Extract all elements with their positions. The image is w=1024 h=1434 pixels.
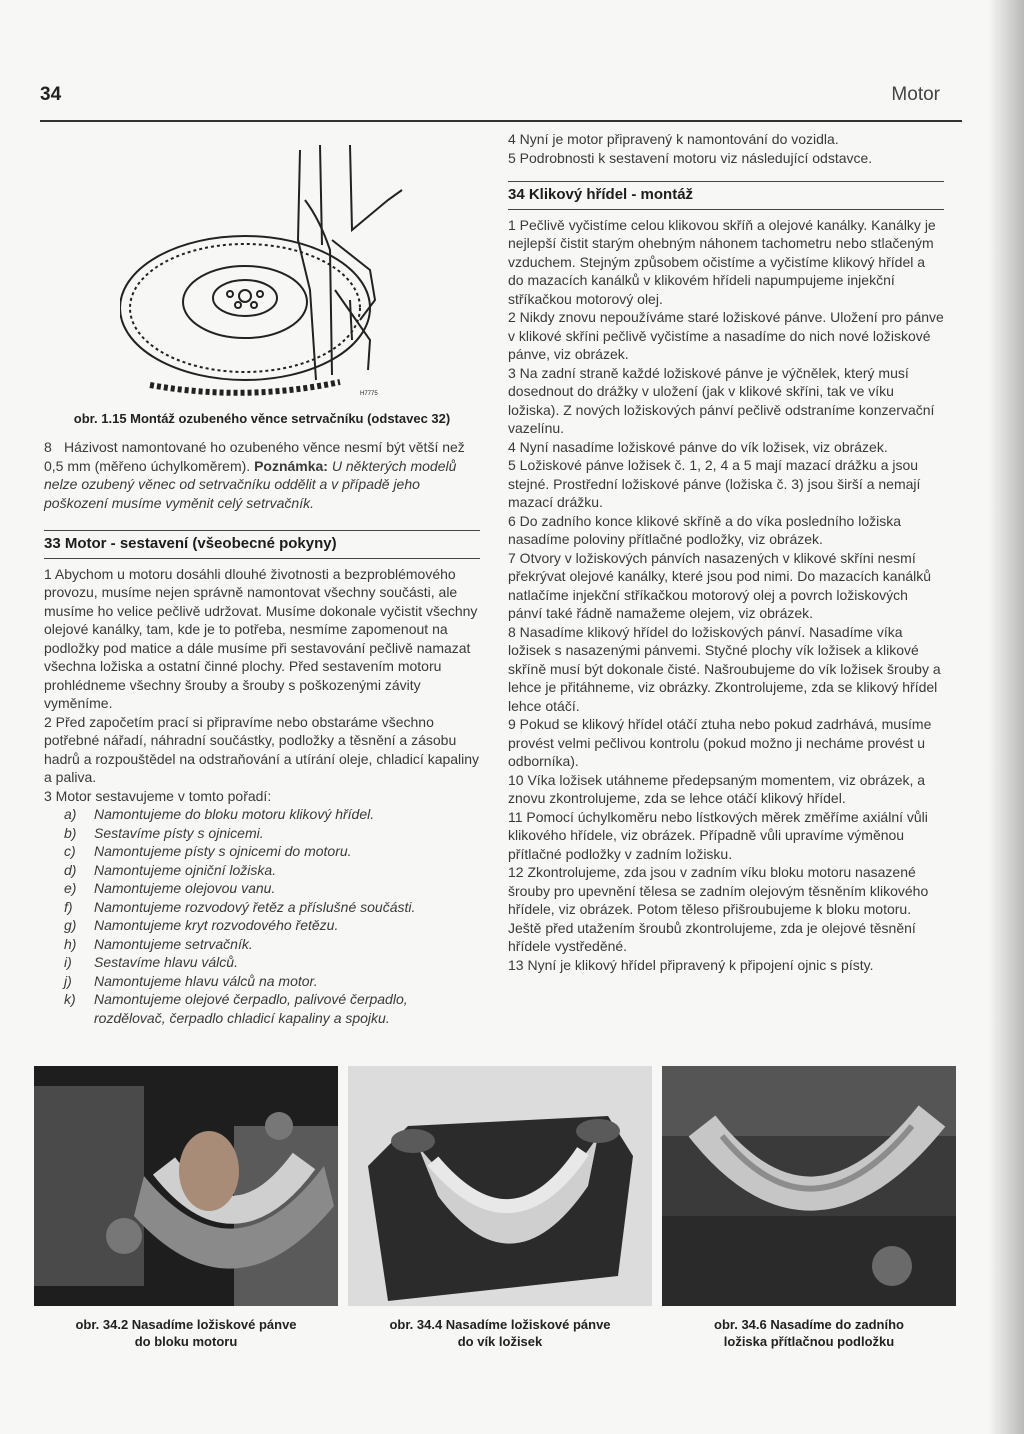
s34-para: 3 Na zadní straně každé ložiskové pánve je výčnělek, který musí dosednout do drážky v uložení (jak v klikové skříni, tak ve víku ložiska). Z nových ložiskových pánví pečlivě odstraníme konzervační vazelínu. xyxy=(508,364,935,436)
left-column xyxy=(44,438,480,1027)
list-item: b) Sestavíme písty s ojnicemi. xyxy=(64,824,264,841)
s33-para-1: 1 Abychom u motoru dosáhli dlouhé životnosti a bezproblémového provozu, musíme nejen správně namontovat všechny součásti, ale musíme ho velice pečlivě udržovat. Musíme dokonale vyčistit všechny olejové kanálky, tam, kde je to potřeba, nesmíme zapomenout na podložky pod matice a dále musíme při sestavování pečlivě namazat všechna ložiska a ostatní činné plochy. Před sestavením motoru prohlédneme všechny šrouby a šrouby s poškozenými závity vyměníme. xyxy=(44,565,478,711)
photo-34-2-caption: obr. 34.2 Nasadíme ložiskové pánve do bloku motoru xyxy=(75,1317,297,1349)
list-item: j) Namontujeme hlavu válců na motor. xyxy=(64,972,318,989)
list-item: g) Namontujeme kryt rozvodového řetězu. xyxy=(64,917,339,933)
header-rule xyxy=(40,120,962,122)
section-33-heading: 33 Motor - sestavení (všeobecné pokyny) xyxy=(44,530,480,559)
section-34-heading: 34 Klikový hřídel - montáž xyxy=(508,181,944,210)
photo-34-6-caption: obr. 34.6 Nasadíme do zadního ložiska přítlačnou podložku xyxy=(714,1317,904,1349)
note-text: U některých modelů nelze ozubený věnec od setrvačníku oddělit a v případě jeho poškození musíme vyměnit celý setrvačník. xyxy=(44,457,457,511)
s34-para: 12 Zkontrolujeme, zda jsou v zadním víku bloku motoru nasazené šrouby pro upevnění tělesa se zadním olejovým těsněním klikového hřídele, viz obrázek. Potom těleso přišroubujeme k bloku motoru. Ještě před utažením šroubů zkontrolujeme, zda je olejové těsnění hřídele vystředěné. xyxy=(508,864,929,954)
list-item: f) Namontujeme rozvodový řetěz a příslušné součásti. xyxy=(64,898,416,915)
photo-34-2 xyxy=(34,1066,338,1306)
s33-para-2: 2 Před započetím prací si připravíme nebo obstaráme všechno potřebné nářadí, náhradní součástky, podložky a těsnění a zásobu hadrů a rozpouštědel na odstraňování a utírání oleje, chladicí kapaliny a paliva. xyxy=(44,713,480,785)
running-header: Motor xyxy=(891,84,940,105)
top-para-5: 5 Podrobnosti k sestavení motoru viz následující odstavce. xyxy=(508,149,873,166)
s33-para-3: 3 Motor sestavujeme v tomto pořadí: xyxy=(44,787,272,804)
s34-para: 9 Pokud se klikový hřídel otáčí ztuha nebo pokud zadrhává, musíme provést velmi pečlivou kontrolu (pokud možno ji necháme provést u odborníka). xyxy=(508,716,932,769)
photo-34-4-caption: obr. 34.4 Nasadíme ložiskové pánve do vík ložisek xyxy=(389,1317,611,1349)
s34-para: 4 Nyní nasadíme ložiskové pánve do vík ložisek, viz obrázek. xyxy=(508,438,888,455)
s34-para: 6 Do zadního konce klikové skříně a do víka posledního ložiska nasadíme poloviny přítlačné podložky, viz obrázek. xyxy=(508,512,902,547)
figure-flywheel xyxy=(120,130,410,405)
list-item: c) Namontujeme písty s ojnicemi do motoru. xyxy=(64,843,352,859)
s34-para: 1 Pečlivě vyčistíme celou klikovou skříň a olejové kanálky. Kanálky je nejlepší čistit starým ohebným náhonem tachometru nebo stlačeným vzduchem. Stejným způsobem očistíme a vyčistíme klikový hřídel a do mazacích kanálků v klikovém hřídeli napumpujeme injekční stříkačkou motorový olej. xyxy=(508,216,936,307)
s34-para: 7 Otvory v ložiskových pánvích nasazených v klikové skříni nesmí překrývat olejové kanálky, které jsou pod nimi. Do mazacích kanálků natlačíme injekční stříkačkou motorový olej a povrch ložiskových pánví také řádně namažeme olejem, viz obrázek. xyxy=(508,549,932,621)
s34-para: 5 Ložiskové pánve ložisek č. 1, 2, 4 a 5 mají mazací drážku a jsou stejné. Prostřední ložiskové pánve (ložiska č. 3) jsou širší a nemají mazací drážku. xyxy=(508,457,921,510)
s34-para: 8 Nasadíme klikový hřídel do ložiskových pánví. Nasadíme víka ložisek s nasazenými pánvemi. Styčné plochy vík ložisek a klikové skříně musí být dokonale čisté. Našroubujeme do vík ložisek šrouby a lehce je přitáhneme, viz obrázky. Zkontrolujeme, zda se klikový hřídel lehce otáčí. xyxy=(508,623,941,714)
list-item: i) Sestavíme hlavu válců. xyxy=(64,954,238,970)
s34-para: 2 Nikdy znovu nepoužíváme staré ložiskové pánve. Uložení pro pánve v klikové skříni pečlivě vyčistíme a nasadíme do nich nové ložiskové pánve, viz obrázek. xyxy=(508,309,944,362)
s34-para: 11 Pomocí úchylkoměru nebo lístkových měrek změříme axiální vůli klikového hřídele, viz obrázek. Případně vůli upravíme výměnou přítlačné podložky v zadním ložisku. xyxy=(508,808,928,862)
thrust-washer-photo xyxy=(662,1066,956,1306)
flywheel-illustration xyxy=(120,130,410,405)
assembly-order-list xyxy=(44,805,480,1027)
bearing-cap-photo xyxy=(348,1066,652,1306)
top-para-4: 4 Nyní je motor připravený k namontování do vozidla. xyxy=(508,131,839,147)
photo-34-4 xyxy=(348,1066,652,1306)
right-column xyxy=(508,130,944,974)
photo-34-6 xyxy=(662,1066,956,1306)
para-8: 8 Házivost namontované ho ozubeného věnce nesmí být větší než 0,5 mm (měřeno úchylkoměrem). Poznámka: U některých modelů nelze ozubený věnec od setrvačníku oddělit a v případě jeho poškození musíme vyměnit celý setrvačník. xyxy=(44,439,465,511)
list-item: a) Namontujeme do bloku motoru klikový hřídel. xyxy=(64,806,375,822)
figure-code: H7775 xyxy=(360,391,378,397)
s34-para: 13 Nyní je klikový hřídel připravený k připojení ojnic s písty. xyxy=(508,956,874,973)
figure-115-caption: obr. 1.15 Montáž ozubeného věnce setrvačníku (odstavec 32) xyxy=(73,411,451,426)
scan-edge-shadow xyxy=(988,0,1024,1434)
list-item: e) Namontujeme olejovou vanu. xyxy=(64,880,276,896)
bearing-shell-block-photo xyxy=(34,1066,338,1306)
list-item: k) Namontujeme olejové čerpadlo, palivové čerpadlo, rozdělovač, čerpadlo chladicí kapaliny a spojku. xyxy=(64,991,408,1026)
s34-para: 10 Víka ložisek utáhneme předepsaným momentem, viz obrázek, a znovu zkontrolujeme, zda se lehce otáčí klikový hřídel. xyxy=(508,771,926,806)
list-item: d) Namontujeme ojniční ložiska. xyxy=(64,861,277,878)
list-item: h) Namontujeme setrvačník. xyxy=(64,935,253,952)
page-number: 34 xyxy=(40,84,62,105)
note-label: Poznámka: xyxy=(254,457,328,474)
